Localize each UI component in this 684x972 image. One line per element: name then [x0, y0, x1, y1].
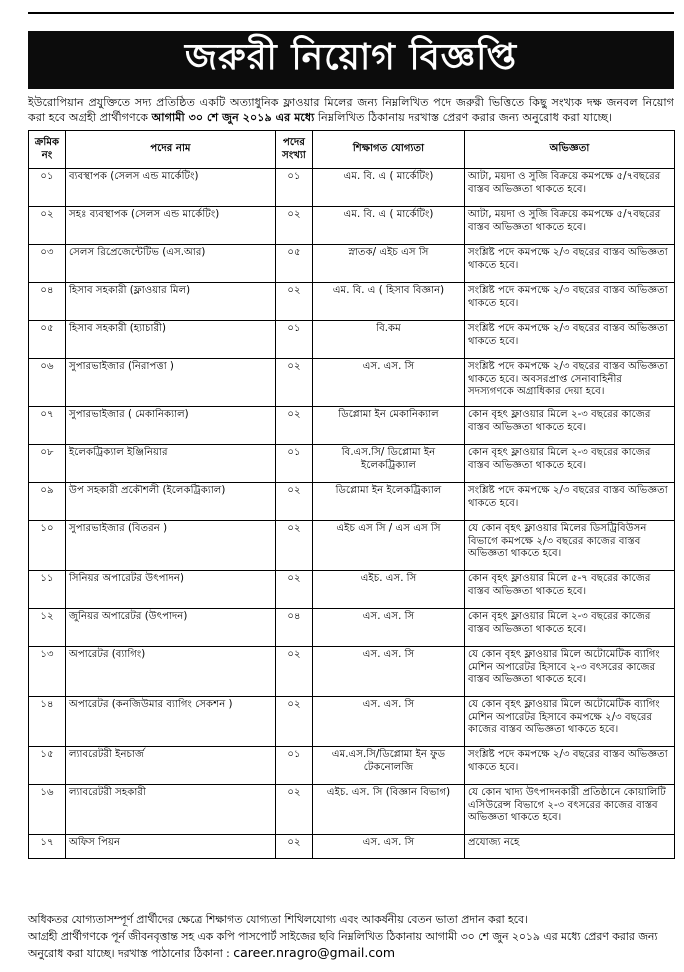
cell-post-name: ইলেকট্রিক্যাল ইঞ্জিনিয়ার — [66, 445, 276, 483]
cell-post-count: ০২ — [276, 647, 313, 697]
cell-post-name: ল্যাবরেটরী সহকারী — [66, 785, 276, 835]
cell-experience: কোন বৃহৎ ফ্লাওয়ার মিলে ২-৩ বছরের কাজের বাস্তব অভিজ্ঞতা থাকতে হবে। — [465, 445, 675, 483]
jobs-table — [28, 130, 675, 859]
cell-post-count: ০১ — [276, 321, 313, 359]
table-row — [29, 321, 675, 359]
cell-post-name: ল্যাবরেটরী ইনচার্জ — [66, 747, 276, 785]
cell-post-count: ০২ — [276, 835, 313, 859]
cell-post-count: ০২ — [276, 359, 313, 407]
intro-deadline: আগামী ৩০ শে জুন ২০১৯ এর মধ্যে — [151, 111, 315, 124]
cell-post-name: অপারেটর (কনজিউমার ব্যাগিং সেকশন ) — [66, 697, 276, 747]
cell-post-name: ব্যবস্থাপক (সেলস এন্ড মার্কেটিং) — [66, 169, 276, 207]
cell-post-count: ০২ — [276, 521, 313, 571]
cell-serial: ১৭ — [29, 835, 66, 859]
cell-education: ডিপ্লোমা ইন মেকানিক্যাল — [313, 407, 465, 445]
cell-post-count: ০৫ — [276, 245, 313, 283]
header-count: পদের সংখ্যা — [276, 131, 313, 169]
table-row — [29, 283, 675, 321]
table-row — [29, 697, 675, 747]
table-row — [29, 359, 675, 407]
table-row — [29, 483, 675, 521]
cell-experience: যে কোন বৃহৎ ফ্লাওয়ার মিলে অটোমেটিক ব্যাগিং মেশিন অপারেটর হিসাবে ২-৩ বৎসরের কাজের বাস্তব অভিজ্ঞতা থাকতে হবে। — [465, 647, 675, 697]
cell-post-count: ০২ — [276, 785, 313, 835]
cell-education: এস. এস. সি — [313, 359, 465, 407]
cell-post-name: অপারেটর (ব্যাগিং) — [66, 647, 276, 697]
table-row — [29, 245, 675, 283]
table-row — [29, 407, 675, 445]
cell-post-count: ০২ — [276, 697, 313, 747]
notice-title: জরুরী নিয়োগ বিজ্ঞপ্তি — [184, 36, 518, 78]
cell-serial: ০২ — [29, 207, 66, 245]
table-row — [29, 835, 675, 859]
cell-education: এস. এস. সি — [313, 835, 465, 859]
cell-post-count: ০১ — [276, 169, 313, 207]
footer — [28, 912, 674, 963]
cell-serial: ০৬ — [29, 359, 66, 407]
cell-serial: ১০ — [29, 521, 66, 571]
cell-education: এস. এস. সি — [313, 609, 465, 647]
cell-experience: কোন বৃহৎ ফ্লাওয়ার মিলে ৫-৭ বছরের কাজের বাস্তব অভিজ্ঞতা থাকতে হবে। — [465, 571, 675, 609]
footer-address-text: আগ্রহী প্রার্থীগণকে পূর্ন জীবনবৃত্তান্ত সহ এক কপি পাসপোর্ট সাইজের ছবি নিম্নলিখিত ঠিকানায় আগামী ৩০ শে জুন ২০১৯ এর মধ্যে প্রেরণ করার জন্য অনুরোধ করা যাচ্ছে। দরখাস্ত পাঠানোর ঠিকানা : — [28, 929, 658, 960]
cell-post-name: সুপারভাইজার (বিতরন ) — [66, 521, 276, 571]
table-row — [29, 521, 675, 571]
cell-experience: আটা, ময়দা ও সুজি বিক্রয়ে কমপক্ষে ৫/৭বছরের বাস্তব অভিজ্ঞতা থাকতে হবে। — [465, 169, 675, 207]
cell-post-count: ০১ — [276, 445, 313, 483]
cell-serial: ১৩ — [29, 647, 66, 697]
cell-post-count: ০২ — [276, 571, 313, 609]
cell-education: এম.এস.সি/ডিপ্লোমা ইন ফুড টেকনোলজি — [313, 747, 465, 785]
cell-experience: যে কোন বৃহৎ ফ্লাওয়ার মিলে অটোমেটিক ব্যাগিং মেশিন অপারেটর হিসাবে কমপক্ষে ২/৩ বছরের কাজের বাস্তব অভিজ্ঞতা থাকতে হবে। — [465, 697, 675, 747]
cell-experience: সংশ্লিষ্ট পদে কমপক্ষে ২/৩ বছরের বাস্তব অভিজ্ঞতা থাকতে হবে। — [465, 321, 675, 359]
cell-education: বি.এস.সি/ ডিপ্লোমা ইন ইলেকট্রিক্যাল — [313, 445, 465, 483]
cell-post-name: উপ সহকারী প্রকৌশলী (ইলেকট্রিক্যাল) — [66, 483, 276, 521]
cell-education: বি.কম — [313, 321, 465, 359]
cell-education: এস. এস. সি — [313, 697, 465, 747]
cell-post-count: ০৪ — [276, 609, 313, 647]
cell-serial: ১২ — [29, 609, 66, 647]
cell-experience: সংশ্লিষ্ট পদে কমপক্ষে ২/৩ বছরের বাস্তব অভিজ্ঞতা থাকতে হবে। — [465, 483, 675, 521]
cell-education: এম. বি. এ ( হিসাব বিজ্ঞান) — [313, 283, 465, 321]
cell-post-name: সহঃ ব্যবস্থাপক (সেলস এন্ড মার্কেটিং) — [66, 207, 276, 245]
cell-experience: আটা, ময়দা ও সুজি বিক্রয়ে কমপক্ষে ৫/৭বছরের বাস্তব অভিজ্ঞতা থাকতে হবে। — [465, 207, 675, 245]
cell-experience: কোন বৃহৎ ফ্লাওয়ার মিলে ২-৩ বছরের কাজের বাস্তব অভিজ্ঞতা থাকতে হবে। — [465, 609, 675, 647]
cell-serial: ০৭ — [29, 407, 66, 445]
cell-serial: ০১ — [29, 169, 66, 207]
cell-serial: ০৪ — [29, 283, 66, 321]
cell-education: এইচ. এস. সি — [313, 571, 465, 609]
intro-text-after: নিম্নলিখিত ঠিকানায় দরখাস্ত প্রেরণ করার জন্য অনুরোধ করা যাচ্ছে। — [314, 111, 613, 124]
intro-text-before: ইউরোপিয়ান প্রযুক্তিতে সদ্য প্রতিষ্ঠিত একটি অত্যাধুনিক ফ্লাওয়ার মিলের জন্য নিম্নলিখিত পদে জরুরী ভিত্তিতে কিছু সংখ্যক দক্ষ জনবল নিয়োগ করা হবে অগ্রহী প্রার্থীগণকে — [28, 96, 674, 124]
top-rule — [28, 12, 674, 14]
cell-post-count: ০১ — [276, 747, 313, 785]
cell-experience: যে কোন বৃহৎ ফ্লাওয়ার মিলের ডিসট্রিবিউসন বিভাগে কমপক্ষে ২/৩ বছরের কাজের বাস্তব অভিজ্ঞতা থাকতে হবে। — [465, 521, 675, 571]
table-row — [29, 609, 675, 647]
cell-education: এস. এস. সি — [313, 647, 465, 697]
cell-experience: কোন বৃহৎ ফ্লাওয়ার মিলে ২-৩ বছরের কাজের বাস্তব অভিজ্ঞতা থাকতে হবে। — [465, 407, 675, 445]
cell-experience: যে কোন খাদ্য উৎপাদনকারী প্রতিষ্ঠানে কোয়ালিটি এসিউরেন্স বিভাগে ২-৩ বৎসরের কাজের বাস্তব অভিজ্ঞতা থাকতে হবে। — [465, 785, 675, 835]
title-banner — [28, 31, 674, 89]
cell-post-count: ০২ — [276, 483, 313, 521]
header-serial: ক্রমিক নং — [29, 131, 66, 169]
cell-serial: ১১ — [29, 571, 66, 609]
cell-serial: ১৬ — [29, 785, 66, 835]
cell-serial: ১৫ — [29, 747, 66, 785]
table-row — [29, 169, 675, 207]
cell-serial: ০৮ — [29, 445, 66, 483]
cell-post-name: অফিস পিয়ন — [66, 835, 276, 859]
table-row — [29, 445, 675, 483]
cell-education: এম. বি. এ ( মার্কেটিং) — [313, 169, 465, 207]
cell-serial: ০৩ — [29, 245, 66, 283]
cell-experience: প্রযোজ্য নহে — [465, 835, 675, 859]
cell-experience: সংশ্লিষ্ট পদে কমপক্ষে ২/৩ বছরের বাস্তব অভিজ্ঞতা থাকতে হবে। অবসরপ্রাপ্ত সেনাবাহিনীর সদস্যগণকে অগ্রাধিকার দেয়া হবে। — [465, 359, 675, 407]
cell-education: এইচ এস সি / এস এস সি — [313, 521, 465, 571]
cell-post-name: জুনিয়র অপারেটর (উৎপাদন) — [66, 609, 276, 647]
cell-post-name: হিসাব সহকারী (ফ্লাওয়ার মিল) — [66, 283, 276, 321]
cell-serial: ০৯ — [29, 483, 66, 521]
cell-education: ডিপ্লোমা ইন ইলেকট্রিক্যাল — [313, 483, 465, 521]
cell-post-name: সিনিয়র অপারেটর উৎপাদন) — [66, 571, 276, 609]
cell-post-count: ০২ — [276, 207, 313, 245]
cell-post-count: ০২ — [276, 283, 313, 321]
table-row — [29, 785, 675, 835]
table-row — [29, 647, 675, 697]
table-row — [29, 747, 675, 785]
table-header-row — [29, 131, 675, 169]
header-post: পদের নাম — [66, 131, 276, 169]
recruitment-notice — [10, 10, 674, 962]
cell-education: স্নাতক/ এইচ এস সি — [313, 245, 465, 283]
cell-post-count: ০২ — [276, 407, 313, 445]
cell-post-name: সুপারভাইজার ( মেকানিক্যাল) — [66, 407, 276, 445]
header-experience: অভিজ্ঞতা — [465, 131, 675, 169]
intro-paragraph — [28, 95, 674, 125]
cell-experience: সংশ্লিষ্ট পদে কমপক্ষে ২/৩ বছরের বাস্তব অভিজ্ঞতা থাকতে হবে। — [465, 747, 675, 785]
cell-experience: সংশ্লিষ্ট পদে কমপক্ষে ২/৩ বছরের বাস্তব অভিজ্ঞতা থাকতে হবে। — [465, 245, 675, 283]
table-row — [29, 207, 675, 245]
cell-serial: ১৪ — [29, 697, 66, 747]
contact-email[interactable]: career.nragro@gmail.com — [233, 945, 396, 960]
cell-post-name: সুপারভাইজার (নিরাপত্তা ) — [66, 359, 276, 407]
cell-post-name: হিসাব সহকারী (হ্যাচারী) — [66, 321, 276, 359]
footer-line-1: অধিকতর যোগ্যতাসম্পূর্ণ প্রার্থীদের ক্ষেত্রে শিক্ষাগত যোগ্যতা শিথিলযোগ্য এবং আকর্ষনীয় বেতন ভাতা প্রদান করা হবে। — [28, 913, 528, 926]
header-education: শিক্ষাগত যোগ্যতা — [313, 131, 465, 169]
cell-education: এম. বি. এ ( মার্কেটিং) — [313, 207, 465, 245]
cell-post-name: সেলস রিপ্রেজেন্টেটিভ (এস.আর) — [66, 245, 276, 283]
cell-education: এইচ. এস. সি (বিজ্ঞান বিভাগ) — [313, 785, 465, 835]
cell-experience: সংশ্লিষ্ট পদে কমপক্ষে ২/৩ বছরের বাস্তব অভিজ্ঞতা থাকতে হবে। — [465, 283, 675, 321]
cell-serial: ০৫ — [29, 321, 66, 359]
footer-line-2 — [28, 929, 674, 963]
table-row — [29, 571, 675, 609]
